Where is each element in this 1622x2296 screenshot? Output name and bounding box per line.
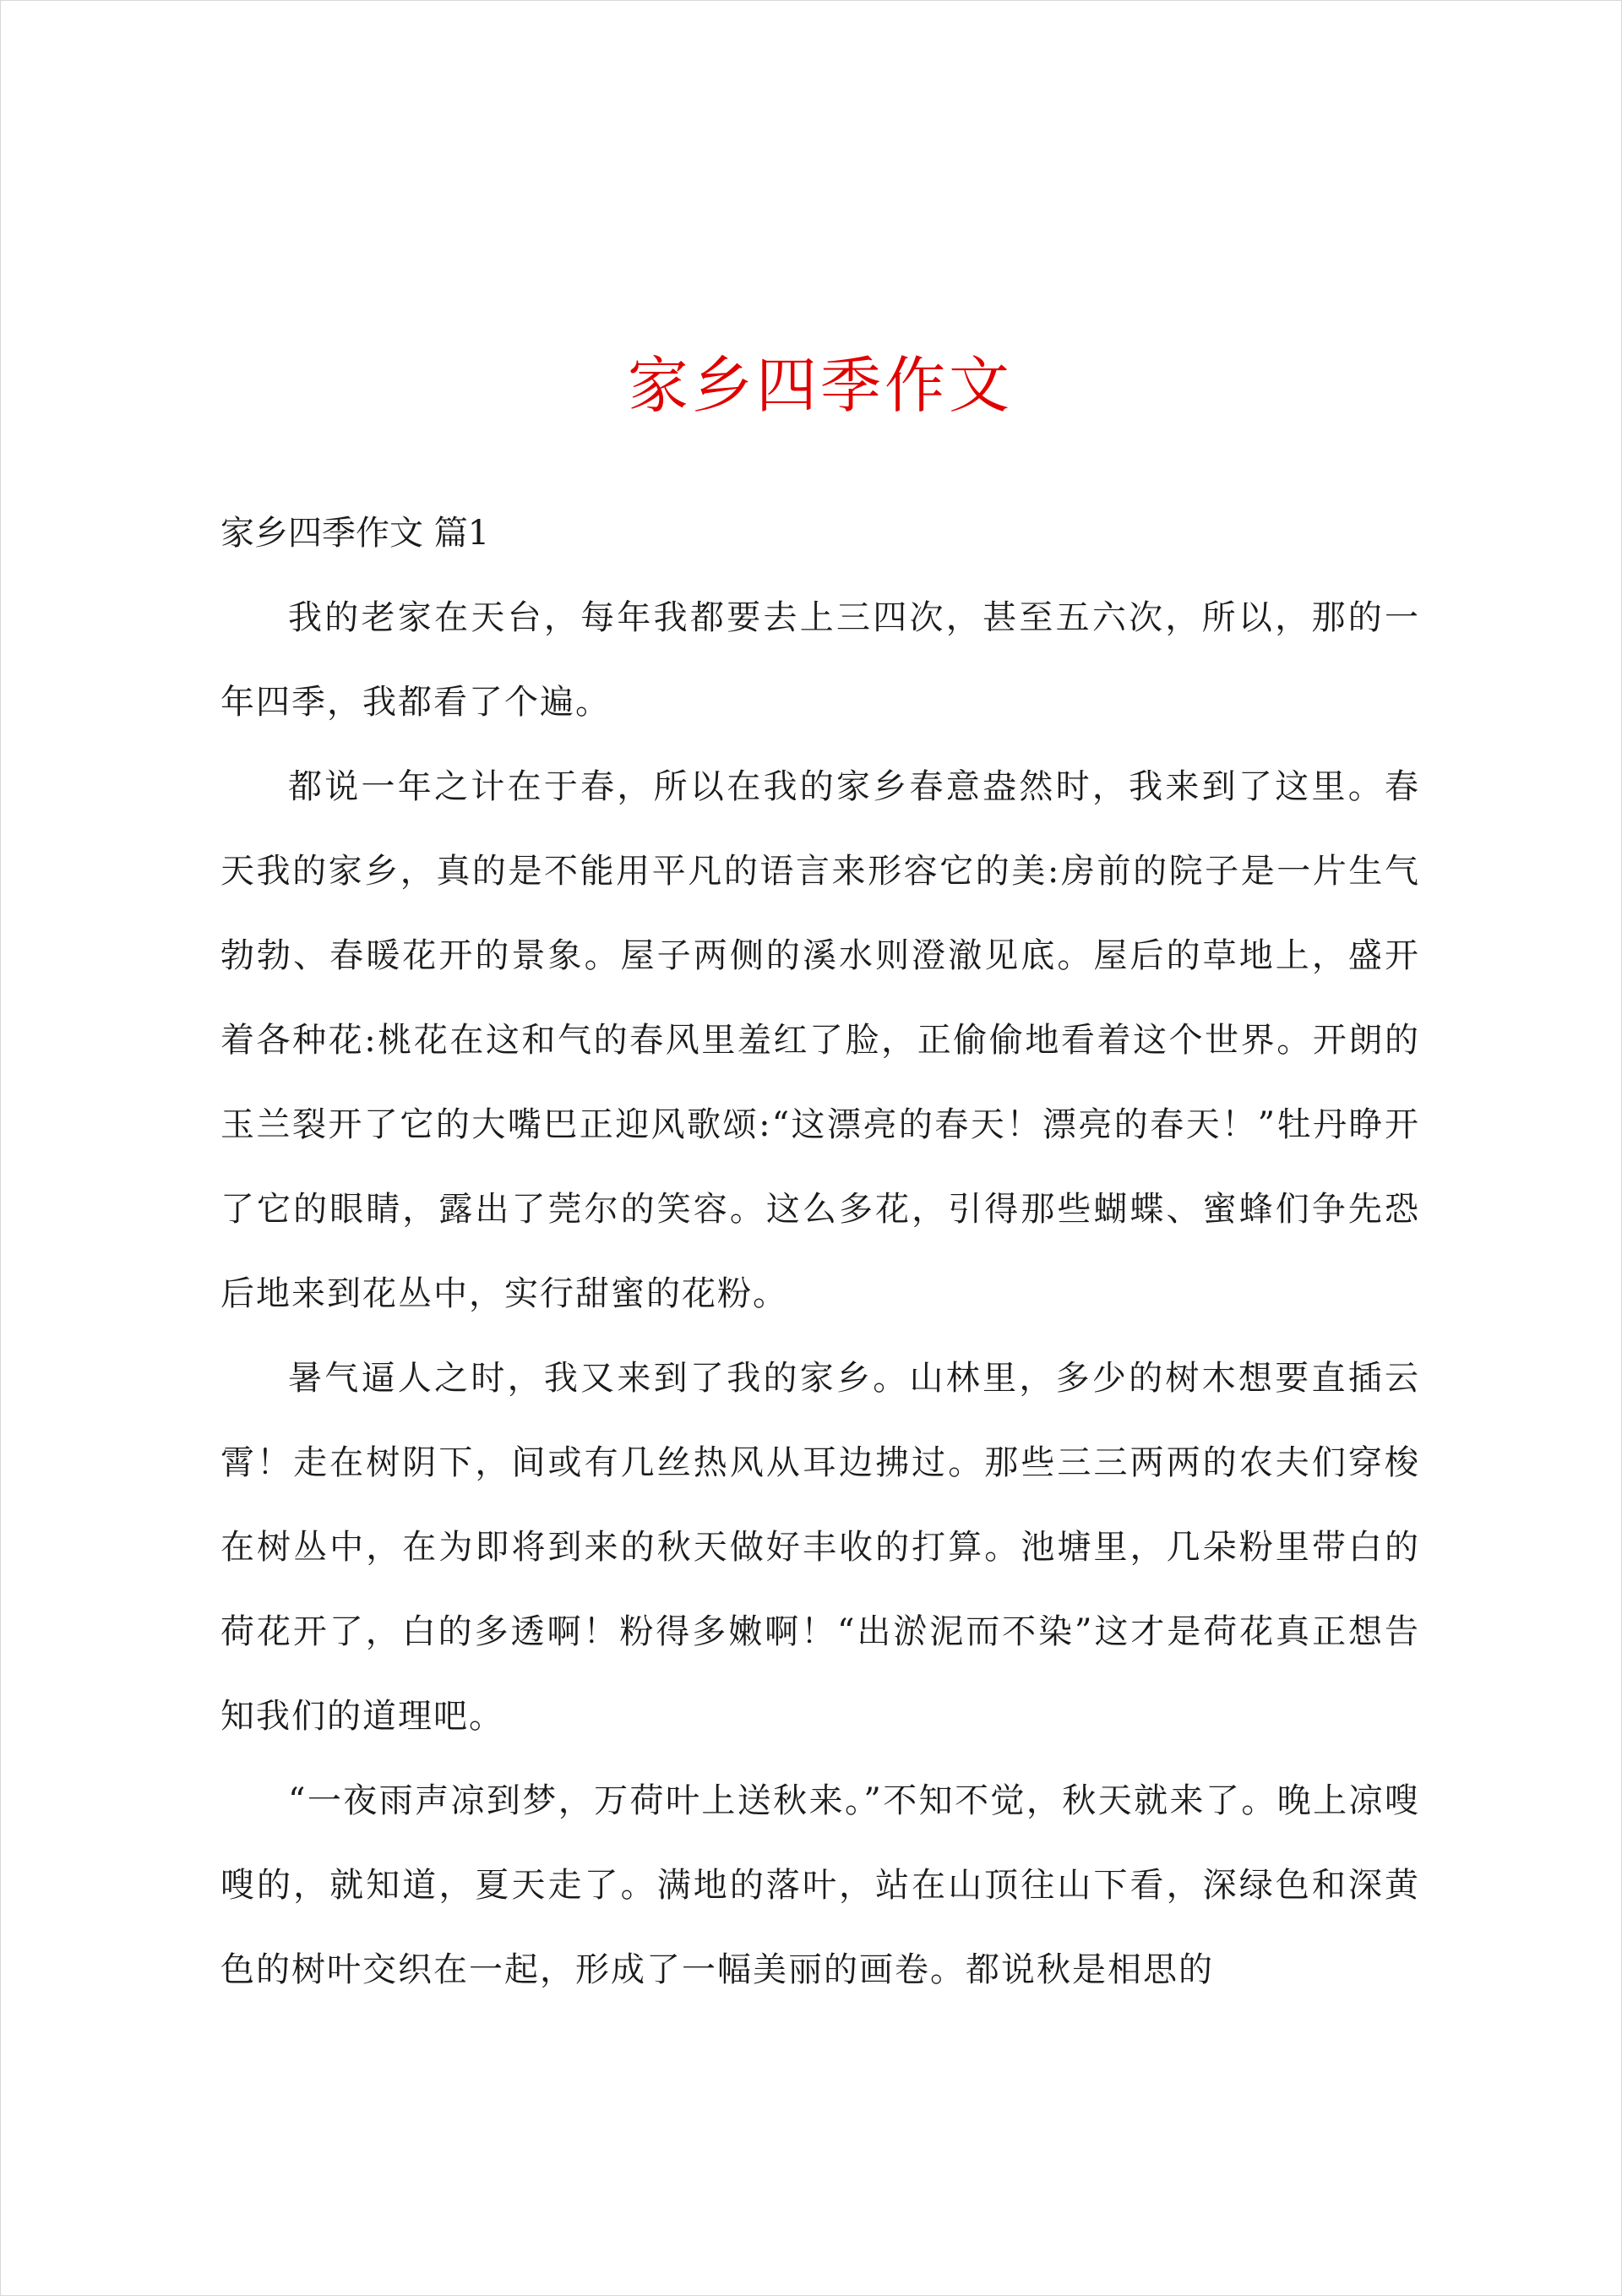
- paragraph-intro: 我的老家在天台，每年我都要去上三四次，甚至五六次，所以，那的一年四季，我都看了个遍。: [220, 598, 1420, 722]
- paragraph-autumn: “一夜雨声凉到梦，万荷叶上送秋来。”不知不觉，秋天就来了。晚上凉嗖嗖的，就知道，夏天走了。满地的落叶，站在山顶往山下看，深绿色和深黄色的树叶交织在一起，形成了一幅美丽的画卷。都说秋是相思的: [220, 1781, 1420, 1989]
- document-title: 家乡四季作文: [627, 350, 1013, 421]
- section-heading: 家乡四季作文 篇1: [220, 514, 490, 553]
- paragraph-summer: 暑气逼人之时，我又来到了我的家乡。山林里，多少的树木想要直插云霄！走在树阴下，间或有几丝热风从耳边拂过。那些三三两两的农夫们穿梭在树丛中，在为即将到来的秋天做好丰收的打算。池塘里，几朵粉里带白的荷花开了，白的多透啊！粉得多嫩啊！“出淤泥而不染”这才是荷花真正想告知我们的道理吧。: [220, 1359, 1420, 1736]
- document-content: [220, 339, 1420, 2012]
- paragraph-spring: 都说一年之计在于春，所以在我的家乡春意盎然时，我来到了这里。春天我的家乡，真的是不能用平凡的语言来形容它的美:房前的院子是一片生气勃勃、春暖花开的景象。屋子两侧的溪水则澄澈见底。屋后的草地上，盛开着各种花:桃花在这和气的春风里羞红了脸，正偷偷地看着这个世界。开朗的玉兰裂开了它的大嘴巴正迎风歌颂:“这漂亮的春天！漂亮的春天！”牡丹睁开了它的眼睛，露出了莞尔的笑容。这么多花，引得那些蝴蝶、蜜蜂们争先恐后地来到花丛中，实行甜蜜的花粉。: [220, 767, 1420, 1313]
